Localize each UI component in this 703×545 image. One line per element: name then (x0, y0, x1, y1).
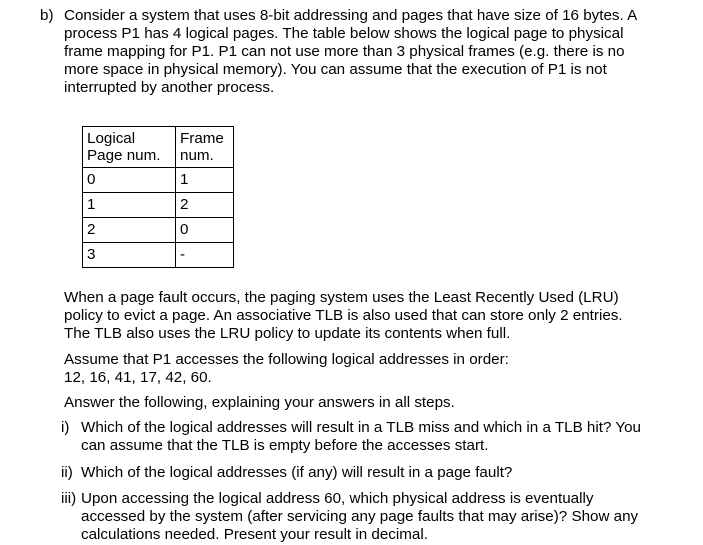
question-iii: iii) Upon accessing the logical address 60, which physical address is eventually accessed by the system (after servicing any page faults that may arise)? Show any calculations needed. Present your result in decimal. (61, 490, 639, 543)
table-row (83, 243, 234, 268)
answer-instruction: Answer the following, explaining your answers in all steps. (64, 394, 455, 411)
question-number: i) (61, 419, 70, 436)
address-sequence: 12, 16, 41, 17, 42, 60. (64, 369, 212, 386)
logical-page-cell: 2 (83, 218, 176, 243)
page-table-header (83, 127, 234, 168)
intro-line-3: frame mapping for P1. P1 can not use more than 3 physical frames (e.g. there is no (64, 43, 625, 60)
question-i: i) Which of the logical addresses will result in a TLB miss and which in a TLB hit? You can assume that the TLB is empty before the accesses start. (61, 419, 641, 454)
lru-paragraph: When a page fault occurs, the paging system uses the Least Recently Used (LRU) policy to evict a page. An associative TLB is also used that can store only 2 entries. The TLB also uses the LRU policy to update its contents when full. (64, 289, 623, 342)
page-table (82, 126, 234, 268)
intro-line-2: process P1 has 4 logical pages. The table below shows the logical page to physical (64, 25, 624, 42)
question-number: ii) (61, 464, 73, 481)
header-logical-page: Logical Page num. (83, 127, 176, 168)
logical-page-cell: 3 (83, 243, 176, 268)
table-row (83, 218, 234, 243)
intro-paragraph (40, 7, 700, 97)
frame-num-cell: 1 (176, 168, 234, 193)
access-paragraph: Assume that P1 accesses the following logical addresses in order: 12, 16, 41, 17, 42, 60. (64, 351, 694, 387)
frame-num-cell: 2 (176, 193, 234, 218)
table-row (83, 193, 234, 218)
intro-line-5: interrupted by another process. (64, 79, 275, 96)
table-row (83, 168, 234, 193)
question-label: b) (40, 7, 54, 24)
frame-num-cell: - (176, 243, 234, 268)
frame-num-cell: 0 (176, 218, 234, 243)
logical-page-cell: 1 (83, 193, 176, 218)
intro-line-1: b) Consider a system that uses 8-bit addressing and pages that have size of 16 bytes. A (40, 7, 638, 24)
logical-page-cell: 0 (83, 168, 176, 193)
question-number: iii) (61, 490, 77, 507)
question-ii: ii) Which of the logical addresses (if any) will result in a page fault? (61, 464, 513, 481)
intro-line-4: more space in physical memory). You can assume that the execution of P1 is not (64, 61, 607, 78)
header-frame-num: Frame num. (176, 127, 234, 168)
